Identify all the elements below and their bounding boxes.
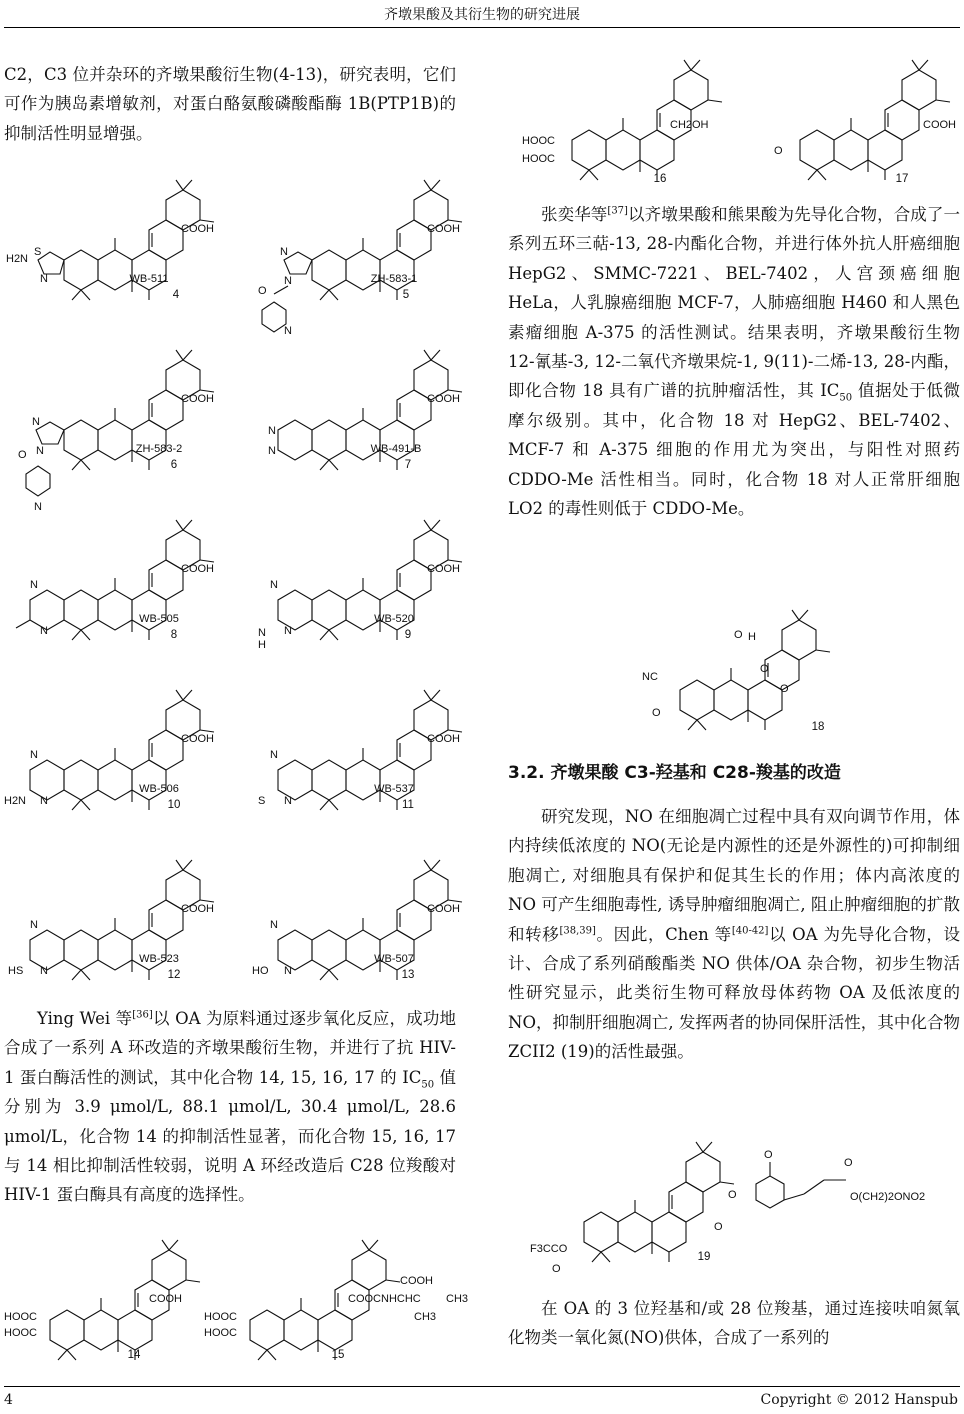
running-header: 齐墩果酸及其衍生物的研究进展: [384, 7, 580, 23]
svg-text:O: O: [552, 1263, 561, 1275]
svg-text:H2N: H2N: [6, 253, 29, 265]
svg-text:NC: NC: [642, 671, 658, 683]
svg-text:18: 18: [811, 721, 825, 733]
svg-text:S: S: [34, 246, 42, 258]
structure-18: [640, 600, 840, 740]
structure-11: [254, 680, 484, 820]
svg-text:WB-523: WB-523: [139, 953, 179, 965]
svg-text:COOH: COOH: [181, 903, 214, 915]
svg-text:N: N: [30, 749, 38, 761]
svg-text:HOOC: HOOC: [4, 1311, 37, 1323]
left-paragraph-2: Ying Wei 等[36]以 OA 为原料通过逐步氧化反应，成功地合成了一系列 A 环改造的齐墩果酸衍生物，并进行了抗 HIV-1 蛋白酶活性的测试，其中化合物 14, 15, 16, 17 的 $IC_{50}$ 值分别为 3.9 μmol/L, 88.1 μmol/L, 30.4 μmol/L, 28.6 μmol/L，化合物 14 的抑制活性显著，而化合物 15, 16, 17 与 14 相比抑制活性较弱，说明 A 环经改造后 C28 位羧酸对 HIV-1 蛋白酶具有高度的选择性。: [4, 1009, 456, 1205]
svg-text:CH3: CH3: [446, 1293, 469, 1305]
svg-text:N: N: [40, 273, 48, 285]
svg-text:N: N: [32, 416, 40, 428]
svg-text:WB-511: WB-511: [129, 273, 169, 285]
citation[interactable]: [38,39]: [559, 925, 596, 937]
structure-15: [200, 1236, 469, 1366]
svg-text:ZH-583-1: ZH-583-1: [370, 273, 418, 285]
svg-text:O: O: [734, 629, 743, 641]
svg-text:10: 10: [167, 799, 181, 811]
svg-text:N: N: [30, 579, 38, 591]
svg-text:N: N: [40, 625, 48, 637]
left-column: [4, 60, 456, 148]
svg-text:WB-491-B: WB-491-B: [370, 443, 422, 455]
structure-19: [528, 1138, 948, 1278]
svg-text:COOH: COOH: [181, 563, 214, 575]
svg-text:12: 12: [167, 969, 181, 981]
svg-text:N: N: [34, 501, 42, 513]
svg-text:S: S: [258, 795, 266, 807]
svg-text:19: 19: [697, 1251, 711, 1263]
section-heading: 3.2. 齐墩果酸 C3-羟基和 C28-羧基的改造: [508, 763, 841, 783]
svg-text:15: 15: [331, 1349, 345, 1361]
structure-16: [518, 56, 728, 186]
svg-text:COOH: COOH: [181, 733, 214, 745]
citation[interactable]: [40-42]: [731, 925, 769, 937]
structure-7: [254, 340, 484, 480]
right-paragraph-1: 张奕华等[37]以齐墩果酸和熊果酸为先导化合物，合成了一系列五环三萜-13, 28-内酯化合物，并进行体外抗人肝癌细胞 HepG2、SMMC-7221、BEL-7402，人宫颈癌细胞 HeLa，人乳腺癌细胞 MCF-7，人肺癌细胞 H460 和人黑色素瘤细胞 A-375 的活性测试。结果表明，齐墩果酸衍生物 12-氰基-3, 12-二氧代齐墩果烷-1, 9(11)-二烯-13, 28-内酯，即化合物 18 具有广谱的抗肿瘤活性，其 $IC_{50}$ 值据处于低微摩尔级别。其中，化合物 18 对 HepG2、BEL-7402、MCF-7 和 A-375 细胞的作用尤为突出，与阳性对照药 CDDO-Me 活性相当。同时，化合物 18 对人正常肝细胞 LO2 的毒性则低于 CDDO-Me。: [508, 205, 961, 519]
svg-text:13: 13: [401, 969, 415, 981]
svg-text:HOOC: HOOC: [522, 135, 555, 147]
svg-text:HS: HS: [8, 965, 24, 977]
svg-text:5: 5: [402, 289, 410, 301]
footer-rule: [4, 1386, 960, 1387]
left-paragraph-1: C2，C3 位并杂环的齐墩果酸衍生物(4-13)，研究表明，它们可作为胰岛素增敏剂，对蛋白酪氨酸磷酸酯酶 1B(PTP1B)的抑制活性明显增强。: [4, 65, 456, 143]
svg-text:COOH: COOH: [149, 1293, 182, 1305]
svg-text:O: O: [844, 1157, 853, 1169]
page-number: 4: [4, 1392, 13, 1408]
svg-text:O: O: [774, 145, 783, 157]
structure-8: [4, 510, 234, 650]
svg-text:O: O: [760, 663, 769, 675]
svg-text:COOH: COOH: [400, 1275, 433, 1287]
svg-text:N: N: [40, 965, 48, 977]
svg-text:O: O: [780, 683, 789, 695]
structure-6: [4, 340, 234, 515]
svg-text:N: N: [280, 246, 288, 258]
svg-text:WB-507: WB-507: [374, 953, 414, 965]
svg-text:N: N: [30, 919, 38, 931]
copyright: Copyright © 2012 Hanspub: [760, 1392, 958, 1408]
structure-13: [254, 850, 484, 990]
svg-text:COOCNHCHC: COOCNHCHC: [348, 1293, 421, 1305]
svg-text:WB-505: WB-505: [139, 613, 179, 625]
svg-text:N: N: [270, 749, 278, 761]
svg-text:H2N: H2N: [4, 795, 27, 807]
svg-text:O: O: [728, 1189, 737, 1201]
svg-text:N: N: [270, 579, 278, 591]
structure-4: [4, 170, 234, 310]
svg-text:COOH: COOH: [427, 393, 460, 405]
structure-9: [254, 510, 484, 650]
svg-text:HOOC: HOOC: [4, 1327, 37, 1339]
svg-text:N: N: [270, 919, 278, 931]
svg-text:HO: HO: [252, 965, 269, 977]
svg-text:14: 14: [127, 1349, 141, 1361]
svg-text:8: 8: [170, 629, 178, 641]
svg-text:CH2OH: CH2OH: [670, 119, 709, 131]
svg-text:N: N: [284, 625, 292, 637]
svg-text:O: O: [258, 285, 267, 297]
citation[interactable]: [37]: [607, 205, 628, 217]
svg-text:N: N: [284, 325, 292, 337]
svg-text:N: N: [284, 275, 292, 287]
svg-text:O: O: [714, 1221, 723, 1233]
svg-text:COOH: COOH: [181, 223, 214, 235]
svg-text:CH3: CH3: [414, 1311, 437, 1323]
structure-5: [254, 170, 484, 340]
svg-text:WB-506: WB-506: [139, 783, 179, 795]
svg-text:11: 11: [402, 799, 414, 811]
structure-10: [4, 680, 234, 820]
svg-text:O: O: [764, 1149, 773, 1161]
svg-text:COOH: COOH: [427, 223, 460, 235]
svg-text:16: 16: [653, 173, 667, 185]
svg-text:O: O: [18, 449, 27, 461]
svg-text:HOOC: HOOC: [204, 1327, 237, 1339]
citation[interactable]: [36]: [132, 1009, 153, 1021]
svg-text:COOH: COOH: [427, 903, 460, 915]
svg-text:N: N: [36, 445, 44, 457]
svg-text:H: H: [258, 639, 266, 651]
svg-text:N: N: [284, 965, 292, 977]
svg-text:HOOC: HOOC: [522, 153, 555, 165]
svg-text:6: 6: [170, 459, 178, 471]
svg-text:F3CCO: F3CCO: [530, 1243, 568, 1255]
svg-text:COOH: COOH: [427, 563, 460, 575]
structure-12: [4, 850, 234, 990]
header-rule: [4, 27, 960, 28]
svg-text:O(CH2)2ONO2: O(CH2)2ONO2: [850, 1191, 926, 1203]
svg-text:COOH: COOH: [181, 393, 214, 405]
svg-text:N: N: [268, 425, 276, 437]
svg-text:N: N: [40, 795, 48, 807]
svg-text:N: N: [284, 795, 292, 807]
svg-text:N: N: [258, 627, 266, 639]
svg-text:HOOC: HOOC: [204, 1311, 237, 1323]
svg-text:7: 7: [404, 459, 412, 471]
svg-text:WB-537: WB-537: [374, 783, 414, 795]
svg-text:N: N: [268, 445, 276, 457]
svg-text:H: H: [748, 631, 756, 643]
structure-14: [0, 1236, 200, 1366]
right-paragraph-2: 研究发现，NO 在细胞凋亡过程中具有双向调节作用，体内持续低浓度的 NO(无论是内源性的还是外源性的)可抑制细胞凋亡, 对细胞具有保护和促其生长的作用；体内高浓度的 NO 可产生细胞毒性, 诱导肿瘤细胞凋亡, 阻止肿瘤细胞的扩散和转移[38,39]。因此，Chen 等[40-42]以 OA 为先导化合物，设计、合成了系列硝酸酯类 NO 供体/OA 杂合物，初步生物活性研究显示，此类衍生物可释放母体药物 OA 及低浓度的 NO，抑制肝细胞凋亡, 发挥两者的协同保肝活性，其中化合物 ZCII2 (19)的活性最强。: [508, 807, 961, 1062]
svg-text:9: 9: [404, 629, 412, 641]
svg-text:WB-520: WB-520: [374, 613, 414, 625]
structure-17: [770, 56, 960, 186]
svg-text:COOH: COOH: [923, 119, 956, 131]
svg-text:ZH-583-2: ZH-583-2: [135, 443, 183, 455]
svg-text:O: O: [652, 707, 661, 719]
right-paragraph-3: 在 OA 的 3 位羟基和/或 28 位羧基，通过连接呋咱氮氧化物类一氧化氮(NO)供体，合成了一系列的: [508, 1299, 960, 1348]
svg-text:4: 4: [172, 289, 180, 301]
svg-text:COOH: COOH: [427, 733, 460, 745]
svg-text:17: 17: [895, 173, 909, 185]
